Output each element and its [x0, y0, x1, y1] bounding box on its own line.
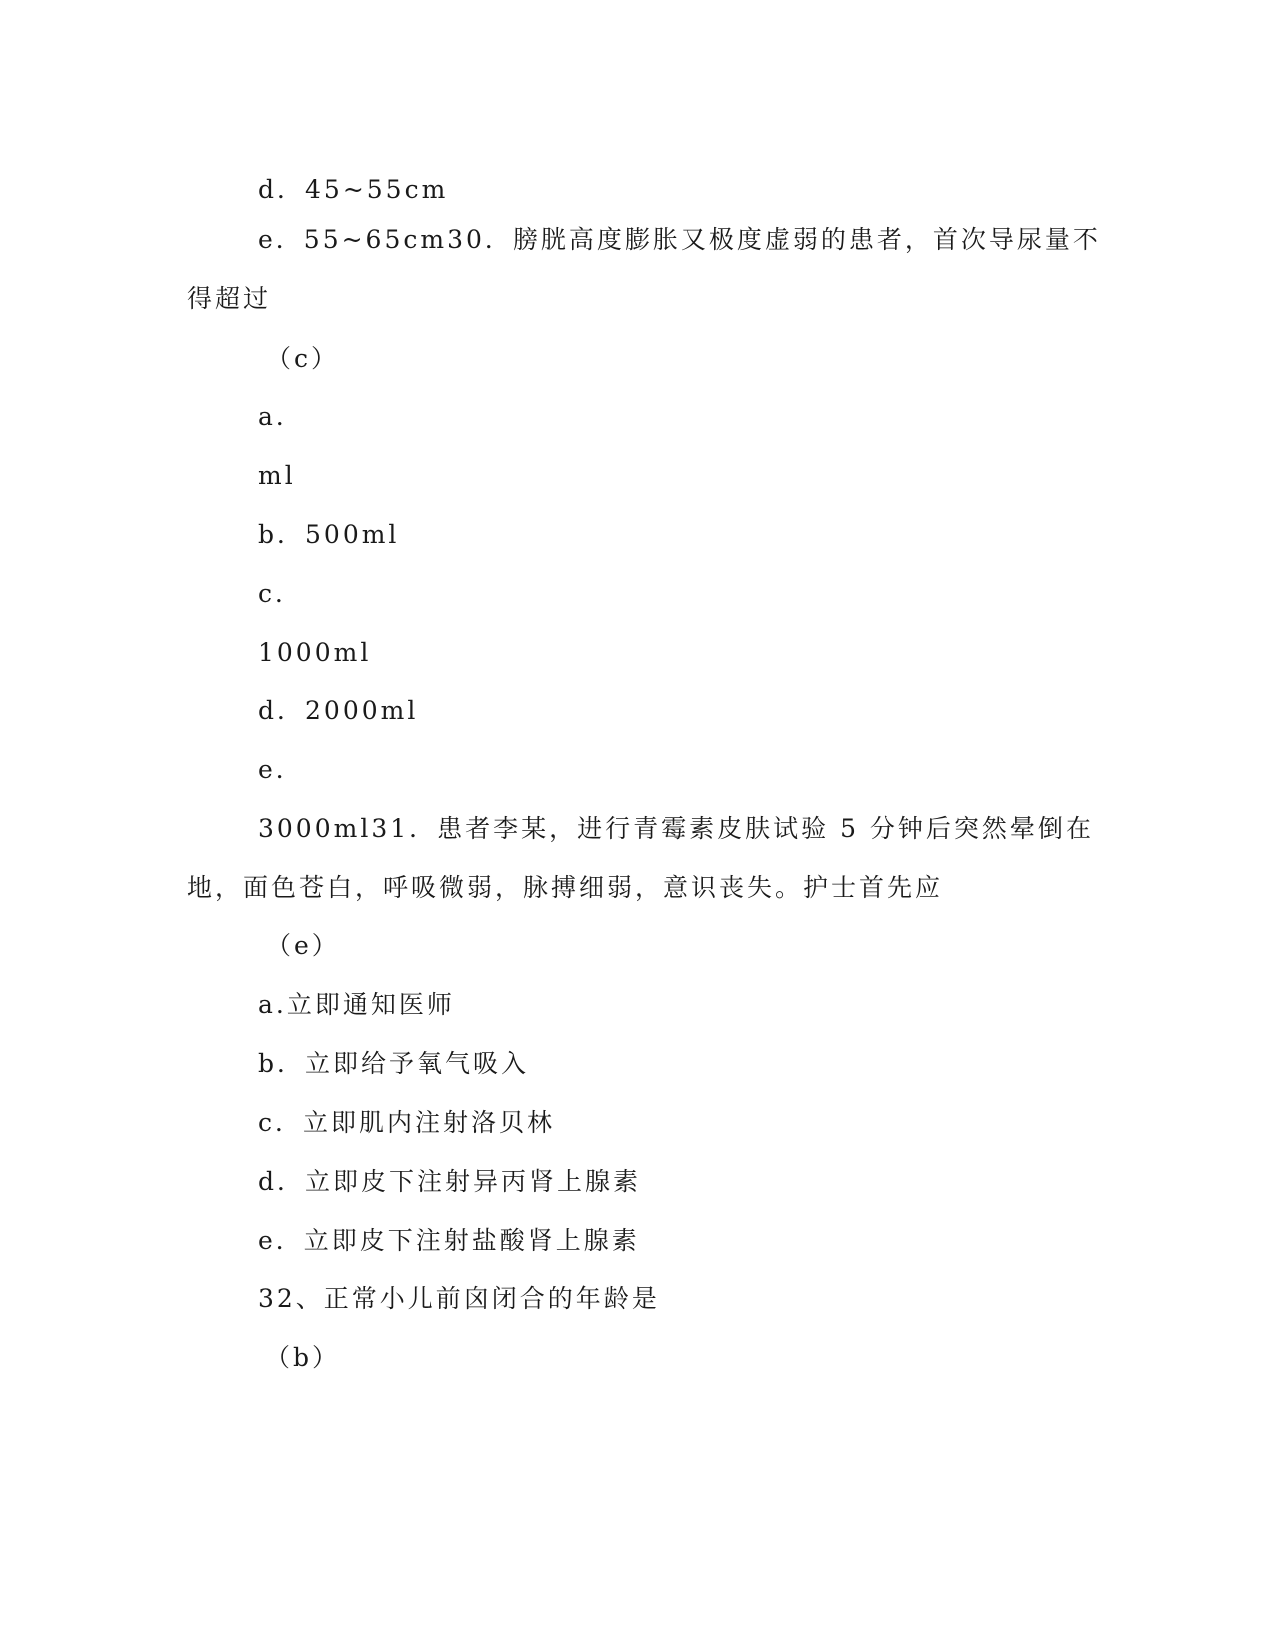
option-a-q30: a．	[258, 402, 304, 431]
option-c-q31: c．立即肌内注射洛贝林	[258, 1108, 556, 1137]
option-d-q30: d．2000ml	[258, 696, 419, 725]
question-31-line-1: 3000ml31．患者李某，进行青霉素皮肤试验 5 分钟后突然晕倒在	[258, 814, 1094, 843]
answer-q30: （c）	[266, 344, 340, 373]
option-c-q30-value: 1000ml	[258, 638, 372, 667]
option-c-q30: c．	[258, 579, 304, 608]
question-30-line-2: 得超过	[187, 284, 272, 313]
answer-q31: （e）	[266, 931, 340, 960]
option-e-q30: e．	[258, 755, 304, 784]
question-31-line-2: 地，面色苍白，呼吸微弱，脉搏细弱，意识丧失。护士首先应	[187, 873, 944, 902]
question-30-line-1: e．55~65cm30．膀胱高度膨胀又极度虚弱的患者，首次导尿量不	[258, 225, 1101, 254]
answer-q32: （b）	[265, 1343, 341, 1372]
question-32: 32、正常小儿前囟闭合的年龄是	[258, 1284, 660, 1313]
option-b-q31: b．立即给予氧气吸入	[258, 1049, 530, 1078]
option-b-q30: b．500ml	[258, 520, 400, 549]
option-e-q31: e．立即皮下注射盐酸肾上腺素	[258, 1226, 640, 1255]
option-d-q31: d．立即皮下注射异丙肾上腺素	[258, 1167, 642, 1196]
option-d-q29: d．45~55cm	[258, 175, 449, 204]
option-a-q31: a.立即通知医师	[258, 990, 455, 1019]
option-a-q30-value: ml	[258, 461, 296, 490]
